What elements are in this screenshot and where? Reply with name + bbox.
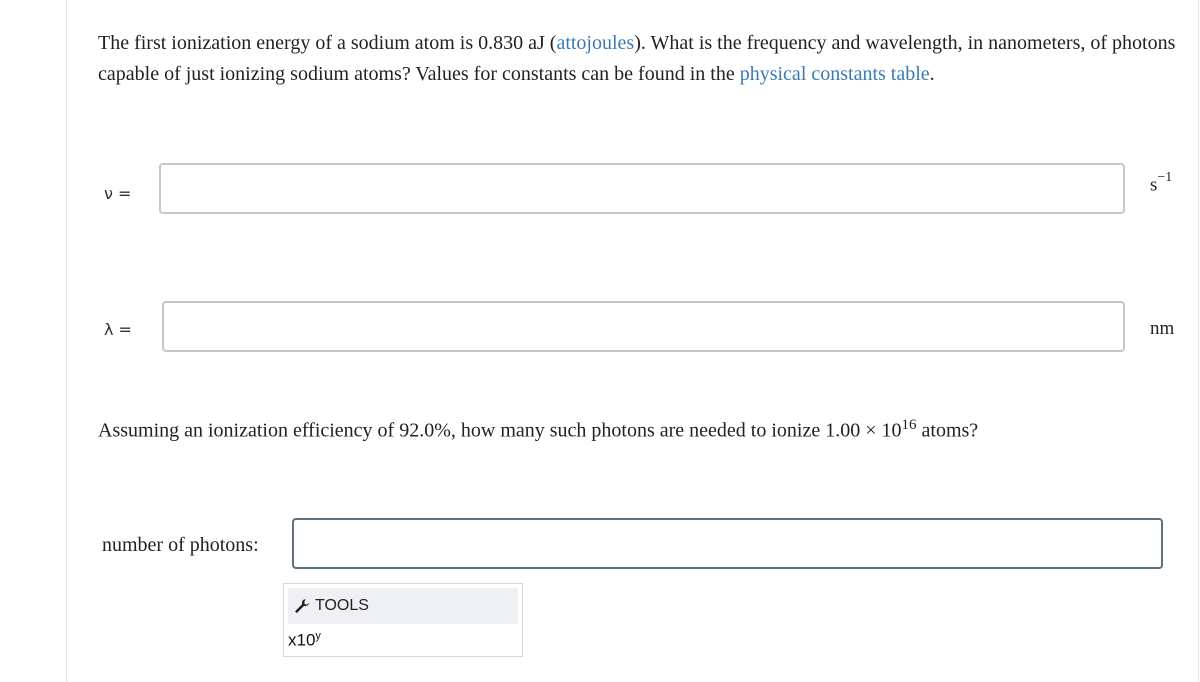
- x10-exponent: y: [315, 630, 321, 642]
- question2-text-part: Assuming an ionization efficiency of 92.0%, how many such photons are needed to ionize 1.00 × 10: [98, 419, 902, 442]
- photons-input[interactable]: [292, 518, 1163, 569]
- physical-constants-link[interactable]: physical constants table: [739, 63, 930, 85]
- frequency-unit: [1150, 172, 1172, 196]
- question-text: [98, 28, 1178, 90]
- tools-button[interactable]: [288, 588, 518, 624]
- frequency-unit-exponent: −1: [1157, 170, 1173, 185]
- question2-text: [98, 410, 978, 447]
- tools-label: TOOLS: [315, 597, 369, 614]
- scientific-notation-button[interactable]: [286, 628, 323, 653]
- wavelength-input[interactable]: [162, 301, 1125, 352]
- wavelength-label: λ =: [104, 320, 132, 339]
- attojoules-link[interactable]: attojoules: [556, 32, 635, 54]
- question-text-part: ). What is the frequency and wavelength, in nanometers, of photons capable of just ionizing sodium atoms? Values for constants can be found in the: [98, 32, 1176, 85]
- question-text-part: .: [929, 63, 935, 85]
- photons-label: number of photons:: [102, 534, 259, 556]
- x10-base: x10: [288, 630, 316, 650]
- tools-panel: [283, 583, 523, 657]
- frequency-label: ν =: [104, 184, 132, 203]
- frequency-input[interactable]: [159, 163, 1125, 214]
- wavelength-unit: nm: [1150, 318, 1175, 339]
- frequency-unit-base: s: [1150, 174, 1158, 196]
- wrench-icon: [294, 598, 310, 614]
- question-text-part: The first ionization energy of a sodium atom is 0.830 aJ (: [98, 32, 557, 54]
- question2-text-part: atoms?: [916, 419, 979, 442]
- question2-exponent: 16: [901, 417, 917, 433]
